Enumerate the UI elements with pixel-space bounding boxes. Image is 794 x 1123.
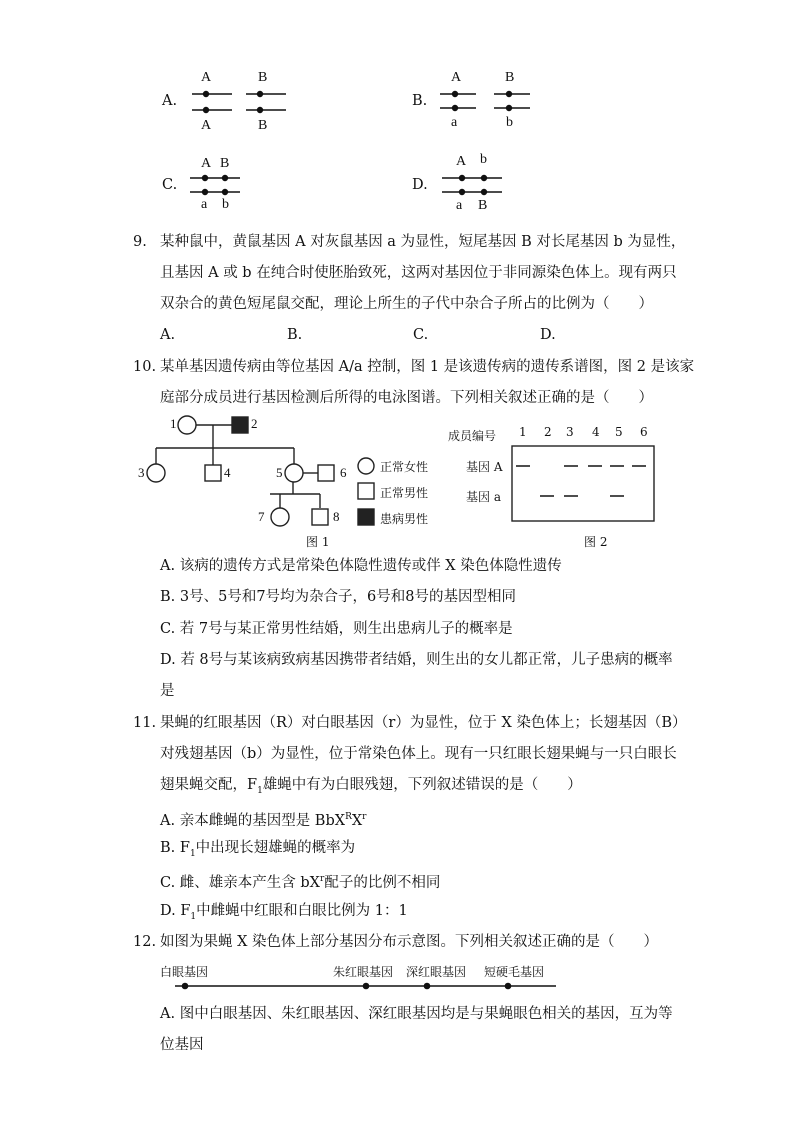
question-number: 9. bbox=[133, 234, 147, 250]
allele-label: A bbox=[456, 154, 467, 169]
option-a[interactable]: A. 图中白眼基因、朱红眼基因、深红眼基因均是与果蝇眼色相关的基因，互为等 bbox=[160, 1006, 673, 1022]
question-number: 10. bbox=[133, 359, 157, 375]
member-label: 5 bbox=[276, 465, 283, 480]
gene-marker-scarlet-eye bbox=[424, 983, 429, 988]
option-d[interactable]: D. 若 8号与某该病致病基因携带者结婚，则生出的女儿都正常，儿子患病的概率 bbox=[160, 652, 673, 668]
gel-row-label: 基因 a bbox=[466, 490, 501, 504]
gel-lane-number: 3 bbox=[566, 425, 574, 439]
question-line: 某单基因遗传病由等位基因 A/a 控制，图 1 是该遗传病的遗传系谱图，图 2 是该家 bbox=[160, 359, 695, 375]
option-c[interactable]: C. 雌、雄亲本产生含 $bX^r$配子的比例不相同 bbox=[160, 874, 441, 891]
member-label: 7 bbox=[258, 509, 265, 524]
gene-marker-short-bristle bbox=[505, 983, 510, 988]
figure-caption: 图 1 bbox=[306, 535, 330, 549]
option-a[interactable]: A. 该病的遗传方式是常染色体隐性遗传或伴 X 染色体隐性遗传 bbox=[160, 558, 562, 574]
question-line: 某种鼠中，黄鼠基因 A 对灰鼠基因 a 为显性，短尾基因 B 对长尾基因 b 为显性， bbox=[160, 234, 686, 250]
question-line: 对残翅基因（b）为显性，位于常染色体上。现有一只红眼长翅果蝇与一只白眼长 bbox=[160, 746, 677, 762]
question-line: 翅果蝇交配，$F_1$雄蝇中有为白眼残翅，下列叙述错误的是（ ） bbox=[160, 777, 582, 796]
option-a[interactable]: A. 亲本雌蝇的基因型是 $BbX^RX^r$ bbox=[160, 812, 367, 829]
gene-label: 深红眼基因 bbox=[406, 965, 467, 979]
gel-lane-number: 5 bbox=[615, 425, 623, 439]
member-label: 6 bbox=[340, 465, 347, 480]
allele-label: A bbox=[451, 70, 462, 85]
allele-label: B bbox=[258, 118, 268, 133]
question-number: 11. bbox=[133, 715, 157, 731]
question-line: 庭部分成员进行基因检测后所得的电泳图谱。下列相关叙述正确的是（ ） bbox=[160, 390, 653, 406]
allele-label: B bbox=[478, 198, 488, 213]
gel-header: 成员编号 bbox=[448, 429, 497, 443]
option-a[interactable]: A. bbox=[160, 327, 176, 343]
option-a-continued: 位基因 bbox=[160, 1037, 204, 1053]
allele-label: a bbox=[456, 198, 463, 213]
legend-label: 正常男性 bbox=[380, 486, 429, 500]
option-d-continued: 是 bbox=[160, 683, 175, 699]
option-c[interactable]: C. 若 7号与某正常男性结婚，则生出患病儿子的概率是 bbox=[160, 621, 513, 637]
option-letter[interactable]: C. bbox=[162, 177, 178, 193]
member-label: 4 bbox=[224, 465, 231, 480]
legend-label: 患病男性 bbox=[380, 512, 429, 526]
member-label: 2 bbox=[251, 416, 258, 431]
allele-label: A bbox=[201, 118, 212, 133]
option-b[interactable]: B. $F_1$中出现长翅雄蝇的概率为 bbox=[160, 840, 356, 859]
question-line: 如图为果蝇 X 染色体上部分基因分布示意图。下列相关叙述正确的是（ ） bbox=[160, 934, 659, 950]
member-label: 1 bbox=[170, 416, 177, 431]
gel-lane-number: 2 bbox=[544, 425, 552, 439]
member-label: 8 bbox=[333, 509, 340, 524]
allele-label: B bbox=[220, 156, 230, 171]
question-line: 且基因 A 或 b 在纯合时使胚胎致死，这两对基因位于非同源染色体上。现有两只 bbox=[160, 265, 677, 281]
allele-label: A bbox=[201, 70, 212, 85]
question-number: 12. bbox=[133, 934, 157, 950]
question-line: 果蝇的红眼基因（R）对白眼基因（r）为显性，位于 X 染色体上；长翅基因（B） bbox=[160, 715, 687, 731]
gene-marker-white-eye bbox=[182, 983, 187, 988]
gel-row-label: 基因 A bbox=[466, 460, 503, 474]
option-b[interactable]: B. 3号、5号和7号均为杂合子，6号和8号的基因型相同 bbox=[160, 589, 516, 605]
allele-label: a bbox=[201, 197, 208, 212]
gene-label: 朱红眼基因 bbox=[333, 965, 394, 979]
question-line: 双杂合的黄色短尾鼠交配，理论上所生的子代中杂合子所占的比例为（ ） bbox=[160, 296, 653, 312]
option-letter[interactable]: A. bbox=[162, 93, 178, 109]
gene-label: 短硬毛基因 bbox=[484, 965, 545, 979]
allele-label: B bbox=[505, 70, 515, 85]
gel-lane-number: 6 bbox=[640, 425, 648, 439]
figure-caption: 图 2 bbox=[584, 535, 608, 549]
option-c[interactable]: C. bbox=[413, 327, 429, 343]
option-letter[interactable]: D. bbox=[412, 177, 428, 193]
legend-label: 正常女性 bbox=[380, 460, 429, 474]
option-letter[interactable]: B. bbox=[412, 93, 428, 109]
allele-label: b bbox=[506, 115, 513, 130]
option-b[interactable]: B. bbox=[287, 327, 303, 343]
gel-lane-number: 1 bbox=[519, 425, 527, 439]
allele-label: B bbox=[258, 70, 268, 85]
gene-label: 白眼基因 bbox=[160, 965, 209, 979]
allele-label: A bbox=[201, 156, 212, 171]
gene-marker-vermilion-eye bbox=[363, 983, 368, 988]
allele-label: b bbox=[222, 197, 229, 212]
allele-label: b bbox=[480, 152, 487, 167]
gel-lane-number: 4 bbox=[592, 425, 600, 439]
member-label: 3 bbox=[138, 465, 145, 480]
option-d[interactable]: D. bbox=[540, 327, 556, 343]
allele-label: a bbox=[451, 115, 458, 130]
option-d[interactable]: D. $F_1$中雌蝇中红眼和白眼比例为 1：1 bbox=[160, 903, 408, 922]
